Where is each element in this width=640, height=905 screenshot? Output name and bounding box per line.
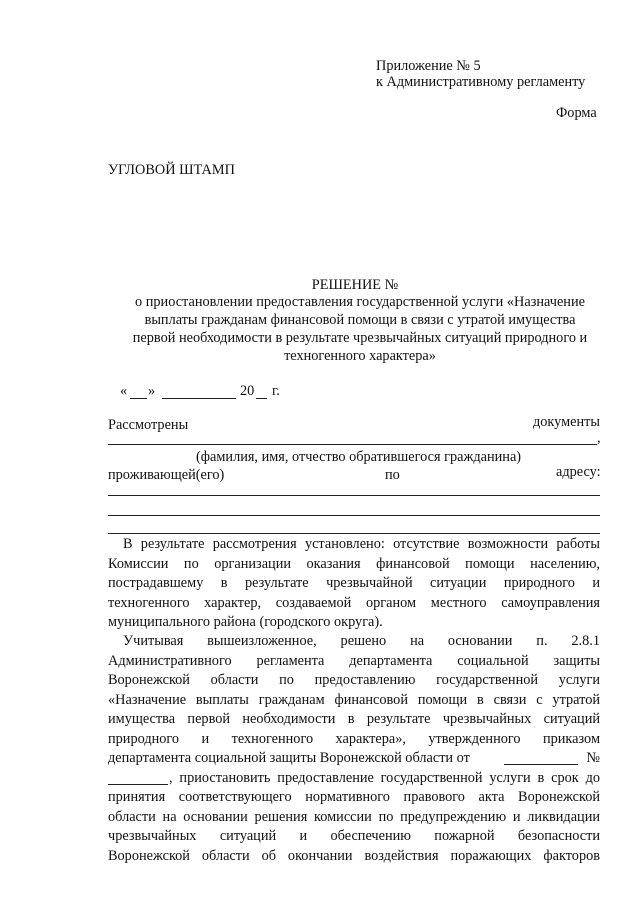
regulation-label: к Административному регламенту — [376, 74, 586, 90]
date-open-quote: « — [120, 383, 128, 399]
paragraph-line: техногенного характер, создаваемой органом местного самоуправления — [108, 594, 600, 611]
date-year-suffix: г. — [272, 383, 280, 399]
paragraph-line: В результате рассмотрения установлено: отсутствие возможности работы — [123, 536, 600, 552]
applicant-comma: , — [597, 430, 601, 446]
title-line-2: выплаты гражданам финансовой помощи в связи с утратой имущества — [144, 312, 576, 328]
appendix-label: Приложение № 5 — [376, 58, 481, 74]
paragraph-line: пострадавшему в результате чрезвычайной ситуации природного и — [108, 575, 600, 591]
paragraph-line: природного и техногенного характера», утвержденного приказом — [108, 730, 600, 747]
address-line-3 — [108, 533, 600, 534]
paragraph-line: Административного регламента департамента социальной защиты — [108, 652, 600, 669]
paragraph-line: Воронежской области об окончании воздействия поражающих факторов — [108, 847, 600, 864]
title-line-3: первой необходимости в результате чрезвычайных ситуаций природного и — [132, 330, 588, 346]
paragraph-line: имущества первой необходимости в результате чрезвычайных ситуаций — [108, 711, 600, 727]
date-year-prefix: 20 — [240, 383, 255, 399]
paragraph-line: муниципального района (городского округа). — [108, 614, 383, 630]
date-day-blank — [130, 398, 147, 399]
paragraph-line: Учитывая вышеизложенное, решено на основании п. 2.8.1 — [123, 633, 600, 649]
paragraph-line-order-date: департамента социальной защиты Воронежской области от № — [108, 749, 600, 769]
date-close-quote: » — [148, 383, 156, 399]
paragraph-line: Воронежской области по предоставлению государственной услуги — [108, 672, 600, 688]
paragraph-line: чрезвычайных ситуаций и обеспечению пожарной безопасности — [108, 828, 600, 844]
order-number-sign: № — [586, 750, 600, 766]
title-line-4: техногенного характера» — [284, 348, 436, 364]
corner-stamp: УГЛОВОЙ ШТАМП — [108, 162, 235, 178]
paragraph-line-order-number: , приостановить предоставление государственной услуги в срок до — [108, 769, 600, 789]
form-label: Форма — [556, 105, 597, 121]
address-label: адресу: — [556, 464, 601, 480]
title-line-1: о приостановлении предоставления государственной услуги «Назначение — [135, 294, 585, 310]
date-month-blank — [162, 398, 236, 399]
decision-heading: РЕШЕНИЕ № — [311, 277, 399, 293]
reviewed-label: Рассмотрены — [108, 417, 189, 433]
documents-label: документы — [533, 414, 601, 430]
paragraph-findings — [108, 535, 600, 633]
order-date-blank — [504, 764, 578, 765]
residing-label: проживающей(его) — [108, 467, 225, 483]
order-number-blank — [108, 784, 168, 785]
paragraph-line: «Назначение выплаты гражданам финансовой помощи в связи с утратой — [108, 691, 600, 708]
by-label: по — [385, 467, 400, 483]
paragraph-line: области на основании решения комиссии по предупреждению и ликвидации — [108, 808, 600, 825]
paragraph-line: Комиссии по организации оказания финансовой помощи населению, — [108, 555, 600, 572]
date-year-blank — [256, 398, 267, 399]
applicant-name-line — [108, 444, 597, 445]
address-line-2 — [108, 515, 600, 516]
paragraph-decision — [108, 632, 600, 866]
applicant-caption: (фамилия, имя, отчество обратившегося гражданина) — [196, 449, 522, 465]
address-line-1 — [108, 495, 600, 496]
paragraph-line: принятия соответствующего нормативного правового акта Воронежской — [108, 789, 600, 805]
